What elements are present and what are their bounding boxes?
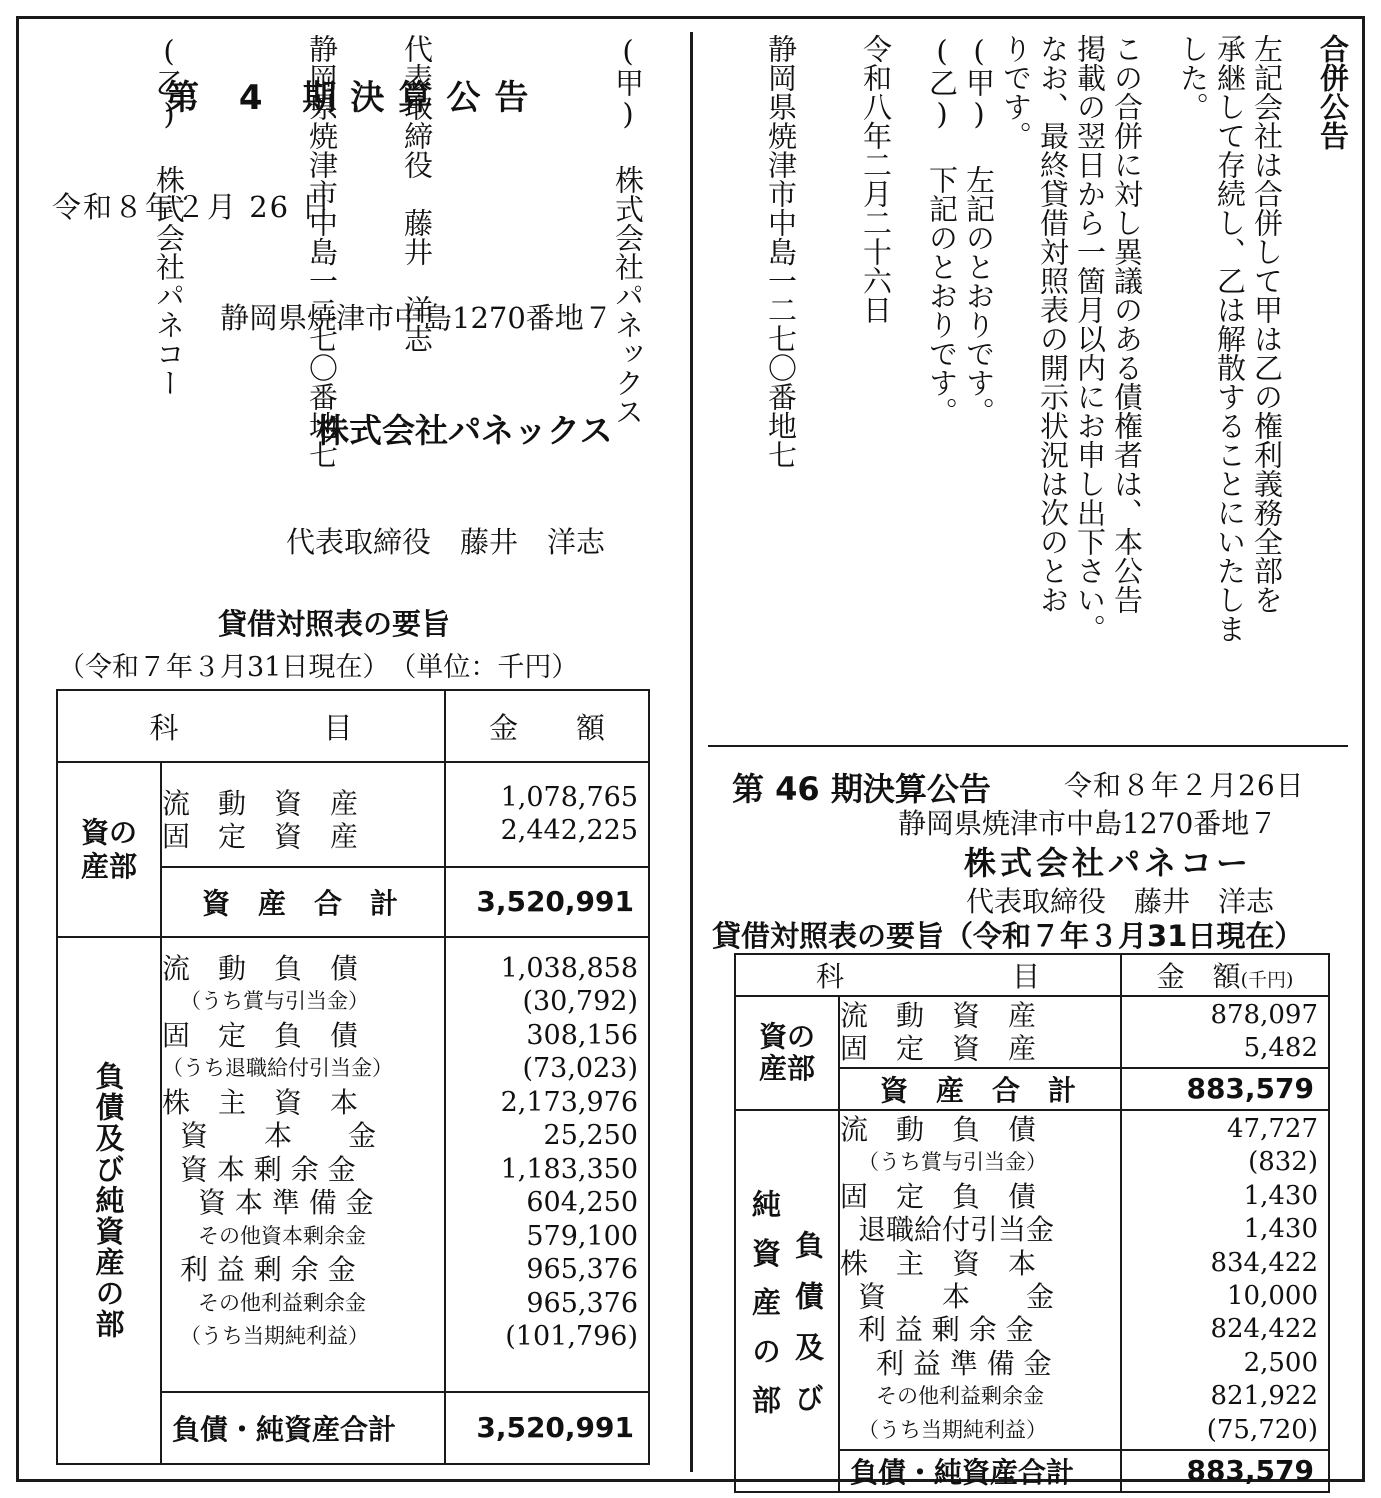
right-liability-label-3: 退職給付引当金 bbox=[858, 1213, 1055, 1247]
left-liability-value-9: 965,376 bbox=[526, 1254, 638, 1286]
right-liability-label-8: その他利益剰余金 bbox=[876, 1384, 1044, 1409]
left-liabilities-section-label: 負債及び純資産の部 bbox=[91, 1060, 126, 1340]
left-liability-value-7: 604,250 bbox=[526, 1187, 638, 1219]
left-liability-value-2: 308,156 bbox=[526, 1019, 638, 1051]
right-liabilities-section-label-a: 負債及び bbox=[791, 1230, 825, 1434]
merger-title: 合併公告 bbox=[1316, 34, 1350, 150]
right-liability-value-3: 1,430 bbox=[1243, 1214, 1318, 1245]
left-asset-value-0: 1,078,765 bbox=[500, 781, 638, 813]
right-assets-total-value: 883,579 bbox=[1121, 1068, 1329, 1110]
left-asset-value-1: 2,442,225 bbox=[500, 815, 638, 847]
left-representative: 代表取締役 藤井 洋志 bbox=[286, 525, 606, 559]
merger-line-9: (乙) 下記のとおりです。 bbox=[925, 34, 959, 426]
left-liability-label-4: 株 主 資 本 bbox=[162, 1085, 359, 1119]
left-assets-section bbox=[57, 762, 161, 937]
right-liability-value-5: 10,000 bbox=[1227, 1281, 1318, 1312]
right-liability-value-4: 834,422 bbox=[1210, 1247, 1318, 1278]
merger-company-b: (乙) 株式会社パネコー bbox=[152, 34, 186, 397]
right-liability-value-7: 2,500 bbox=[1243, 1347, 1318, 1378]
right-asset-value-1: 5,482 bbox=[1243, 1033, 1318, 1063]
left-liabilities-total-label: 負債・純資産合計 bbox=[161, 1392, 445, 1464]
left-asset-label-1: 固 定 資 産 bbox=[162, 820, 359, 854]
right-liability-label-0: 流 動 負 債 bbox=[840, 1113, 1037, 1146]
right-liabilities-values bbox=[1121, 1110, 1329, 1450]
merger-address-a: 静岡県焼津市中島一二七〇番地七 bbox=[764, 34, 798, 469]
left-assets-values bbox=[445, 762, 649, 866]
left-header-amount: 金 額 bbox=[445, 690, 649, 762]
merger-notice bbox=[0, 34, 1351, 734]
left-bs-title: 貸借対照表の要旨 bbox=[218, 607, 451, 641]
left-address: 静岡県焼津市中島1270番地７ bbox=[220, 301, 613, 335]
left-liability-label-2: 固 定 負 債 bbox=[162, 1018, 359, 1052]
right-representative: 代表取締役 藤井 洋志 bbox=[966, 885, 1275, 918]
right-address: 静岡県焼津市中島1270番地７ bbox=[898, 807, 1278, 840]
merger-line-5: 掲載の翌日から一箇月以内にお申し出下さい。 bbox=[1073, 34, 1107, 643]
left-liability-label-3: （うち退職給付引当金） bbox=[162, 1056, 393, 1081]
right-assets-section-label: 資の産部 bbox=[758, 1020, 815, 1085]
right-date: 令和８年２月26日 bbox=[1064, 769, 1305, 802]
merger-line-4: この合併に対し異議のある債権者は、本公告 bbox=[1110, 34, 1144, 614]
left-liability-label-8: その他資本剰余金 bbox=[198, 1223, 366, 1248]
right-liabilities-total-value: 883,579 bbox=[1121, 1450, 1329, 1492]
right-header-unit: (千円) bbox=[1240, 969, 1294, 991]
merger-rep-a: 代表取締役 藤井 洋志 bbox=[400, 34, 434, 353]
right-liability-value-0: 47,727 bbox=[1227, 1114, 1318, 1144]
right-liability-label-2: 固 定 負 債 bbox=[840, 1179, 1037, 1213]
left-liability-value-3: (73,023) bbox=[522, 1053, 638, 1085]
right-header-amount-cell bbox=[1121, 954, 1329, 996]
left-liability-label-9: 利 益 剰 余 金 bbox=[180, 1253, 356, 1287]
left-liability-value-0: 1,038,858 bbox=[500, 952, 638, 984]
merger-date: 令和八年二月二十六日 bbox=[859, 34, 893, 324]
left-company: 株式会社パネックス bbox=[316, 411, 613, 450]
right-asset-label-1: 固 定 資 産 bbox=[840, 1032, 1037, 1065]
left-liabilities-values bbox=[445, 937, 649, 1392]
right-header-amount: 金 額 bbox=[1156, 960, 1241, 993]
right-asset-value-0: 878,097 bbox=[1210, 999, 1318, 1030]
right-liability-label-4: 株 主 資 本 bbox=[840, 1246, 1037, 1280]
merger-line-2: 承継して存続し、乙は解散することにいたしま bbox=[1213, 34, 1247, 643]
right-liability-label-6: 利 益 剰 余 金 bbox=[858, 1313, 1034, 1347]
right-liabilities-labels bbox=[839, 1110, 1121, 1450]
left-liability-label-5: 資 本 金 bbox=[180, 1119, 377, 1153]
left-balance-sheet bbox=[56, 689, 650, 1465]
left-liabilities-section bbox=[57, 937, 161, 1464]
left-liability-label-1: （うち賞与引当金） bbox=[180, 989, 369, 1014]
right-liabilities-row bbox=[735, 1110, 1329, 1450]
left-assets-total-label: 資 産 合 計 bbox=[161, 867, 445, 937]
left-liabilities-total-value: 3,520,991 bbox=[445, 1392, 649, 1464]
right-company: 株式会社パネコー bbox=[964, 844, 1253, 882]
left-liability-value-4: 2,173,976 bbox=[500, 1086, 638, 1118]
left-liability-value-8: 579,100 bbox=[526, 1220, 638, 1252]
merger-rep-b bbox=[0, 34, 150, 734]
merger-line-3: した。 bbox=[1176, 34, 1210, 121]
merger-line-7: りです。 bbox=[999, 34, 1033, 150]
left-title: 第 4 期決算公告 bbox=[165, 78, 543, 118]
right-liabilities-section-label-b: 純資産の部 bbox=[748, 1188, 782, 1434]
right-liabilities-total-label: 負債・純資産合計 bbox=[839, 1450, 1121, 1492]
merger-company-a: (甲) 株式会社パネックス bbox=[611, 34, 645, 426]
right-assets-total-label: 資 産 合 計 bbox=[839, 1068, 1121, 1110]
left-liability-value-11: (101,796) bbox=[505, 1321, 638, 1353]
right-liability-value-8: 821,922 bbox=[1210, 1381, 1318, 1412]
merger-line-8: (甲) 左記のとおりです。 bbox=[962, 34, 996, 426]
left-bs-subtitle: （令和７年３月31日現在） （単位：千円） bbox=[58, 652, 579, 683]
right-liability-label-1: （うち賞与引当金） bbox=[858, 1150, 1047, 1175]
left-asset-label-0: 流 動 資 産 bbox=[162, 786, 359, 820]
right-title: 第 46 期決算公告 bbox=[732, 770, 991, 808]
right-liability-label-5: 資 本 金 bbox=[858, 1280, 1055, 1314]
merger-address-b: 静岡県焼津市中島一二七〇番地七 bbox=[305, 34, 339, 469]
right-table-header bbox=[735, 954, 1329, 996]
left-liability-label-11: （うち当期純利益） bbox=[180, 1324, 369, 1349]
left-assets-section-label: 資の産部 bbox=[80, 815, 137, 883]
right-balance-sheet bbox=[734, 953, 1330, 1493]
right-assets-values bbox=[1121, 996, 1329, 1068]
left-liability-label-0: 流 動 負 債 bbox=[162, 951, 359, 985]
left-liability-label-6: 資 本 剰 余 金 bbox=[180, 1152, 356, 1186]
left-liability-value-5: 25,250 bbox=[543, 1120, 638, 1152]
right-header-item: 科 目 bbox=[735, 954, 1121, 996]
right-bs-title: 貸借対照表の要旨（令和７年３月31日現在） bbox=[712, 919, 1304, 953]
right-section-divider bbox=[708, 745, 1348, 747]
right-liability-label-9: （うち当期純利益） bbox=[858, 1417, 1047, 1442]
left-assets-labels bbox=[161, 762, 445, 866]
right-assets-labels bbox=[839, 996, 1121, 1068]
left-assets-row bbox=[57, 762, 649, 866]
right-liability-value-6: 824,422 bbox=[1210, 1314, 1318, 1345]
left-liability-value-6: 1,183,350 bbox=[500, 1153, 638, 1185]
left-assets-total-value: 3,520,991 bbox=[445, 867, 649, 937]
left-date: 令和８年２月 26 日 bbox=[52, 190, 333, 224]
left-liability-label-10: その他利益剰余金 bbox=[198, 1290, 366, 1315]
right-liability-value-9: (75,720) bbox=[1206, 1414, 1318, 1445]
left-liabilities-row bbox=[57, 937, 649, 1392]
right-assets-row bbox=[735, 996, 1329, 1068]
left-header-item: 科 目 bbox=[57, 690, 445, 762]
right-liabilities-section bbox=[735, 1110, 839, 1492]
left-liability-label-7: 資 本 準 備 金 bbox=[198, 1186, 374, 1220]
right-assets-section bbox=[735, 996, 839, 1110]
merger-line-6: なお、最終貸借対照表の開示状況は次のとお bbox=[1036, 34, 1070, 614]
left-liabilities-labels bbox=[161, 937, 445, 1392]
merger-line-1: 左記会社は合併して甲は乙の権利義務全部を bbox=[1250, 34, 1284, 614]
right-asset-label-0: 流 動 資 産 bbox=[840, 998, 1037, 1032]
right-liability-label-7: 利 益 準 備 金 bbox=[876, 1346, 1052, 1380]
right-liability-value-1: (832) bbox=[1248, 1147, 1318, 1178]
left-liability-value-10: 965,376 bbox=[526, 1287, 638, 1319]
right-liability-value-2: 1,430 bbox=[1243, 1180, 1318, 1211]
left-liability-value-1: (30,792) bbox=[522, 986, 638, 1018]
